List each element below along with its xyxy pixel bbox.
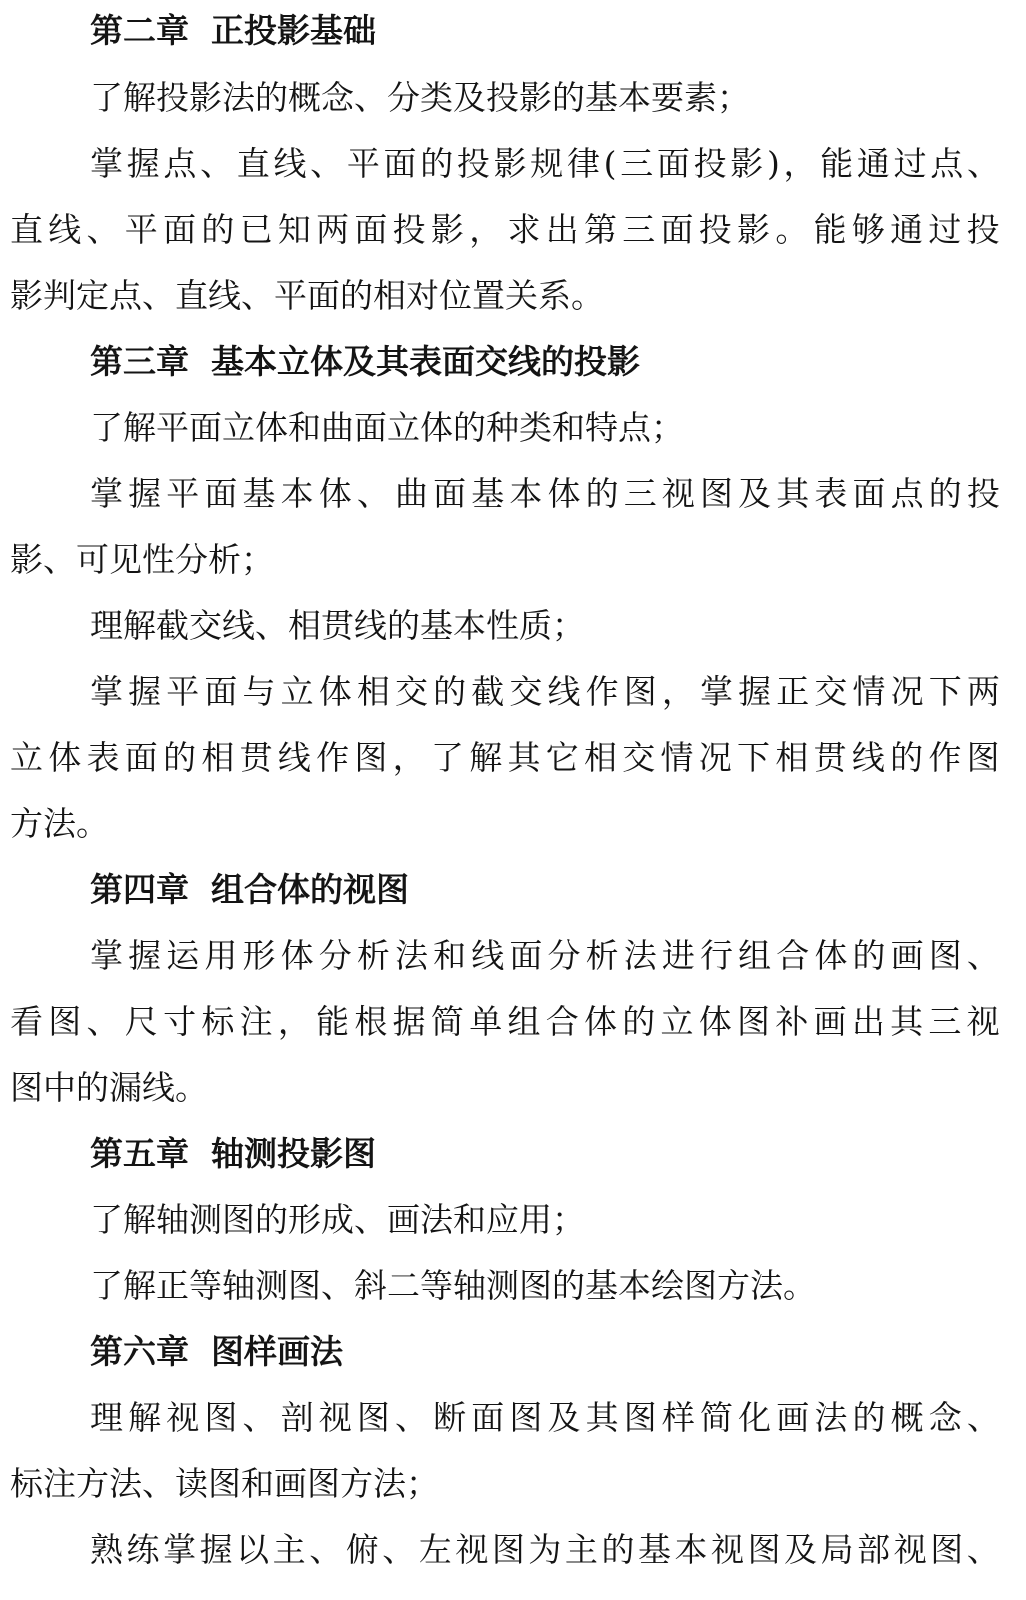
- chapter-3-paragraph-line: 立 体 表 面 的 相 贯 线 作 图 ， 了 解 其 它 相 交 情 况 下 相 贯 线 的 作 图: [10, 738, 1000, 777]
- chapter-5-heading: [90, 1132, 376, 1176]
- chapter-6-paragraph-line: 理 解 视 图 、 剖 视 图 、 断 面 图 及 其 图 样 简 化 画 法 的 概 念 、: [90, 1398, 1000, 1437]
- chapter-number: 第二章: [90, 11, 189, 50]
- chapter-title: 组合体的视图: [211, 870, 409, 909]
- chapter-5-paragraph-line: 了解轴测图的形成、画法和应用；: [90, 1200, 585, 1239]
- chapter-number: 第四章: [90, 870, 189, 909]
- chapter-title: 基本立体及其表面交线的投影: [211, 342, 640, 381]
- chapter-4-paragraph-line: 图中的漏线。: [10, 1068, 208, 1107]
- chapter-3-paragraph-line: 了解平面立体和曲面立体的种类和特点；: [90, 408, 684, 447]
- chapter-title: 正投影基础: [211, 11, 376, 50]
- chapter-2-heading: [90, 9, 376, 53]
- chapter-title: 图样画法: [211, 1332, 343, 1371]
- chapter-number: 第五章: [90, 1134, 189, 1173]
- chapter-6-paragraph-line: 标注方法、读图和画图方法；: [10, 1464, 439, 1503]
- chapter-3-paragraph-line: 方法。: [10, 804, 109, 843]
- chapter-title: 轴测投影图: [211, 1134, 376, 1173]
- chapter-5-paragraph-line: 了解正等轴测图、斜二等轴测图的基本绘图方法。: [90, 1266, 816, 1305]
- chapter-3-heading: [90, 340, 640, 384]
- chapter-3-paragraph-line: 掌 握 平 面 与 立 体 相 交 的 截 交 线 作 图 ， 掌 握 正 交 情 况 下 两: [90, 672, 1000, 711]
- chapter-6-paragraph-line: 熟 练 掌 握 以 主 、 俯 、 左 视 图 为 主 的 基 本 视 图 及 局 部 视 图 、: [90, 1530, 1000, 1569]
- chapter-number: 第三章: [90, 342, 189, 381]
- chapter-4-paragraph-line: 看 图 、 尺 寸 标 注 ， 能 根 据 简 单 组 合 体 的 立 体 图 补 画 出 其 三 视: [10, 1002, 1000, 1041]
- chapter-3-paragraph-line: 掌 握 平 面 基 本 体 、 曲 面 基 本 体 的 三 视 图 及 其 表 面 点 的 投: [90, 474, 1000, 513]
- chapter-number: 第六章: [90, 1332, 189, 1371]
- chapter-2-paragraph-line: 直 线 、 平 面 的 已 知 两 面 投 影 ， 求 出 第 三 面 投 影 。 能 够 通 过 投: [10, 210, 1000, 249]
- chapter-2-paragraph-line: 了解投影法的概念、分类及投影的基本要素；: [90, 78, 750, 117]
- chapter-2-paragraph-line: 影判定点、直线、平面的相对位置关系。: [10, 276, 604, 315]
- chapter-2-paragraph-line: 掌 握 点 、 直 线 、 平 面 的 投 影 规 律 ( 三 面 投 影 ) ， 能 通 过 点 、: [90, 144, 1000, 183]
- chapter-3-paragraph-line: 影、可见性分析；: [10, 540, 274, 579]
- chapter-4-paragraph-line: 掌 握 运 用 形 体 分 析 法 和 线 面 分 析 法 进 行 组 合 体 的 画 图 、: [90, 936, 1000, 975]
- chapter-6-heading: [90, 1330, 343, 1374]
- chapter-4-heading: [90, 868, 409, 912]
- chapter-3-paragraph-line: 理解截交线、相贯线的基本性质；: [90, 606, 585, 645]
